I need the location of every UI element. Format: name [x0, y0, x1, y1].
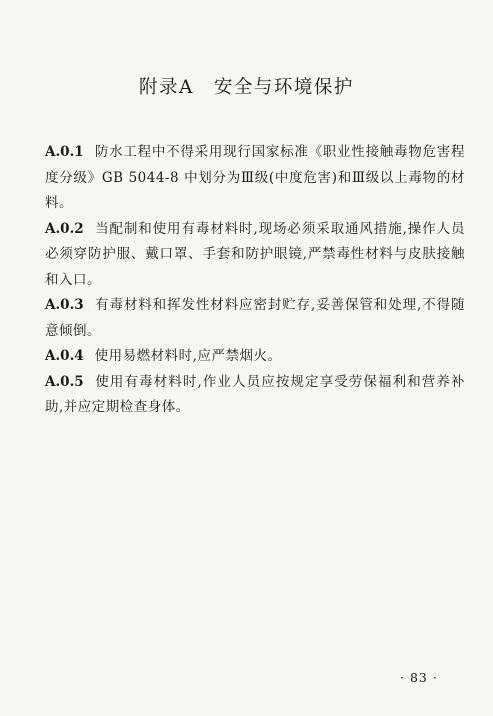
clause-a-0-5: [45, 370, 465, 421]
page-number: · 83 ·: [400, 670, 438, 685]
clause-number: A.0.1: [45, 144, 84, 160]
clause-text: 使用易燃材料时,应严禁烟火。: [94, 348, 282, 364]
clause-text: 使用有毒材料时,作业人员应按规定享受劳保福利和营养补助,并应定期检查身体。: [45, 373, 465, 415]
clause-number: A.0.4: [45, 348, 84, 364]
clause-text: 当配制和使用有毒材料时,现场必须采取通风措施,操作人员必须穿防护服、戴口罩、手套和防护眼镜,严禁毒性材料与皮肤接触和入口。: [45, 220, 465, 288]
clause-a-0-3: [45, 293, 465, 344]
clause-a-0-1: [45, 140, 465, 217]
clause-a-0-4: [45, 344, 465, 370]
clause-a-0-2: [45, 217, 465, 294]
clause-number: A.0.2: [45, 220, 84, 237]
clause-number: A.0.5: [45, 373, 84, 390]
appendix-body: [45, 140, 465, 421]
clause-text: 有毒材料和挥发性材料应密封贮存,妥善保管和处理,不得随意倾倒。: [45, 297, 465, 339]
clause-number: A.0.3: [45, 297, 84, 313]
appendix-label: 附录A: [139, 77, 194, 98]
clause-text: 防水工程中不得采用现行国家标准《职业性接触毒物危害程度分级》GB 5044-8 中划分为Ⅲ级(中度危害)和Ⅲ级以上毒物的材料。: [45, 144, 465, 211]
appendix-title: [0, 76, 493, 100]
appendix-title-text: 安全与环境保护: [213, 77, 354, 98]
